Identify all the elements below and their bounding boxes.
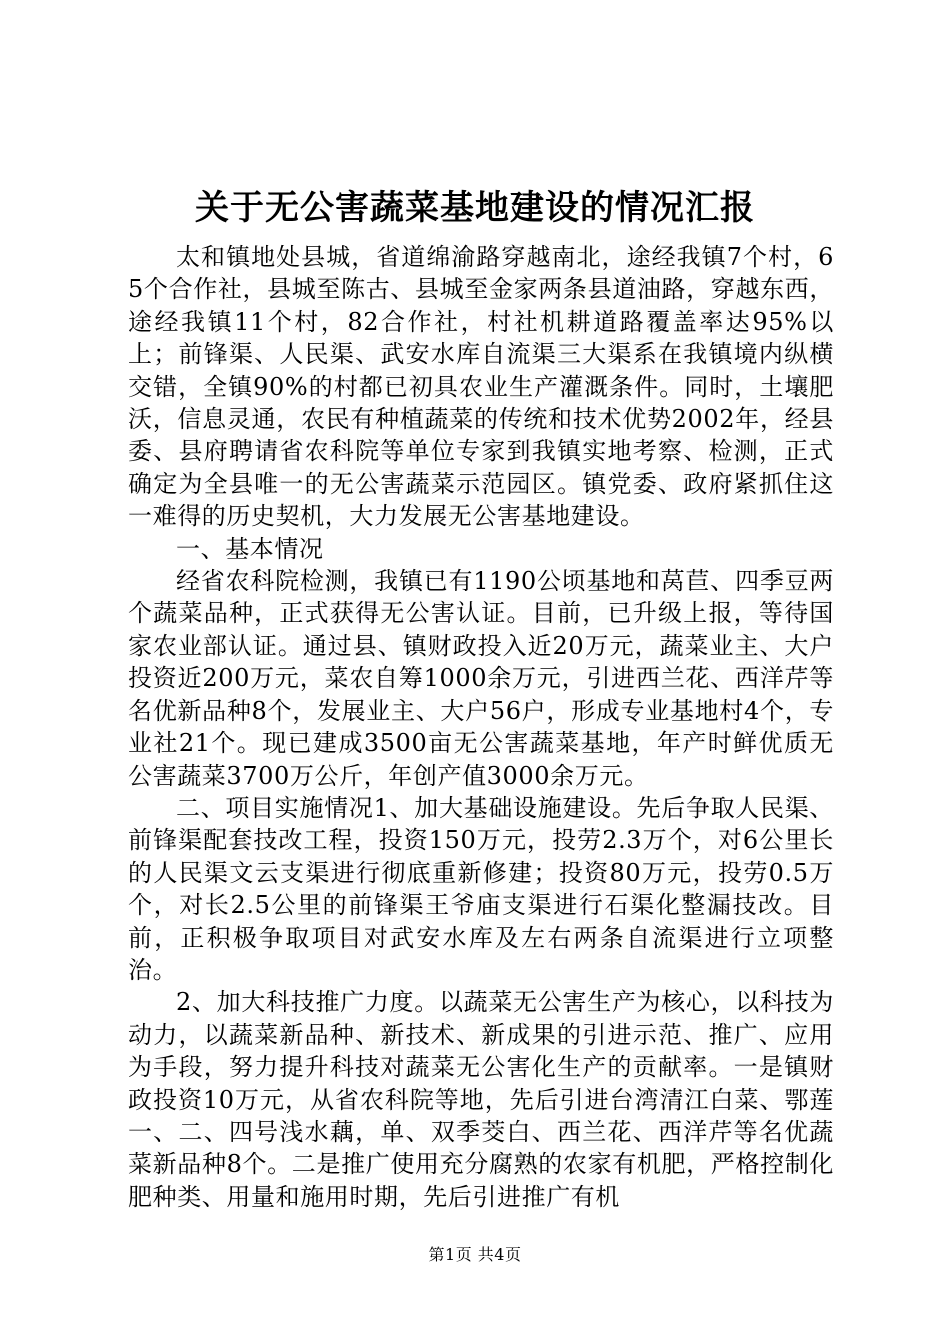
paragraph-intro: 太和镇地处县城，省道绵渝路穿越南北，途经我镇7个村，65个合作社，县城至陈古、县城至金家两条县道油路，穿越东西，途经我镇11个村，82合作社，村社机耕道路覆盖率达95%以上；前锋渠、人民渠、武安水库自流渠三大渠系在我镇境内纵横交错，全镇90%的村都已初具农业生产灌溉条件。同时，土壤肥沃，信息灵通，农民有种植蔬菜的传统和技术优势2002年，经县委、县府聘请省农科院等单位专家到我镇实地考察、检测，正式确定为全县唯一的无公害蔬菜示范园区。镇党委、政府紧抓住这一难得的历史契机，大力发展无公害基地建设。 <box>128 243 834 531</box>
paragraph-project-implementation: 二、项目实施情况1、加大基础设施建设。先后争取人民渠、前锋渠配套技改工程，投资150万元，投劳2.3万个，对6公里长的人民渠文云支渠进行彻底重新修建；投资80万元，投劳0.5万个，对长2.5公里的前锋渠王爷庙支渠进行石渠化整漏技改。目前，正积极争取项目对武安水库及左右两条自流渠进行立项整治。 <box>128 793 834 984</box>
paragraph-tech-promotion: 2、加大科技推广力度。以蔬菜无公害生产为核心，以科技为动力，以蔬菜新品种、新技术、新成果的引进示范、推广、应用为手段，努力提升科技对蔬菜无公害化生产的贡献率。一是镇财政投资10万元，从省农科院等地，先后引进台湾清江白菜、鄂莲一、二、四号浅水藕，单、双季茭白、西兰花、西洋芹等名优蔬菜新品种8个。二是推广使用充分腐熟的农家有机肥，严格控制化肥种类、用量和施用时期，先后引进推广有机 <box>128 988 834 1211</box>
document-title: 关于无公害蔬菜基地建设的情况汇报 <box>195 188 755 228</box>
section-heading-basic: 一、基本情况 <box>176 534 324 563</box>
page-footer: 第1页 共4页 <box>428 1245 522 1264</box>
paragraph-basic-situation: 经省农科院检测，我镇已有1190公顷基地和莴苣、四季豆两个蔬菜品种，正式获得无公害认证。目前，已升级上报，等待国家农业部认证。通过县、镇财政投入近20万元，蔬菜业主、大户投资近200万元，菜农自筹1000余万元，引进西兰花、西洋芹等名优新品种8个，发展业主、大户56户，形成专业基地村4个，专业社21个。现已建成3500亩无公害蔬菜基地，年产时鲜优质无公害蔬菜3700万公斤，年创产值3000余万元。 <box>128 567 834 790</box>
document-body <box>128 241 834 1213</box>
